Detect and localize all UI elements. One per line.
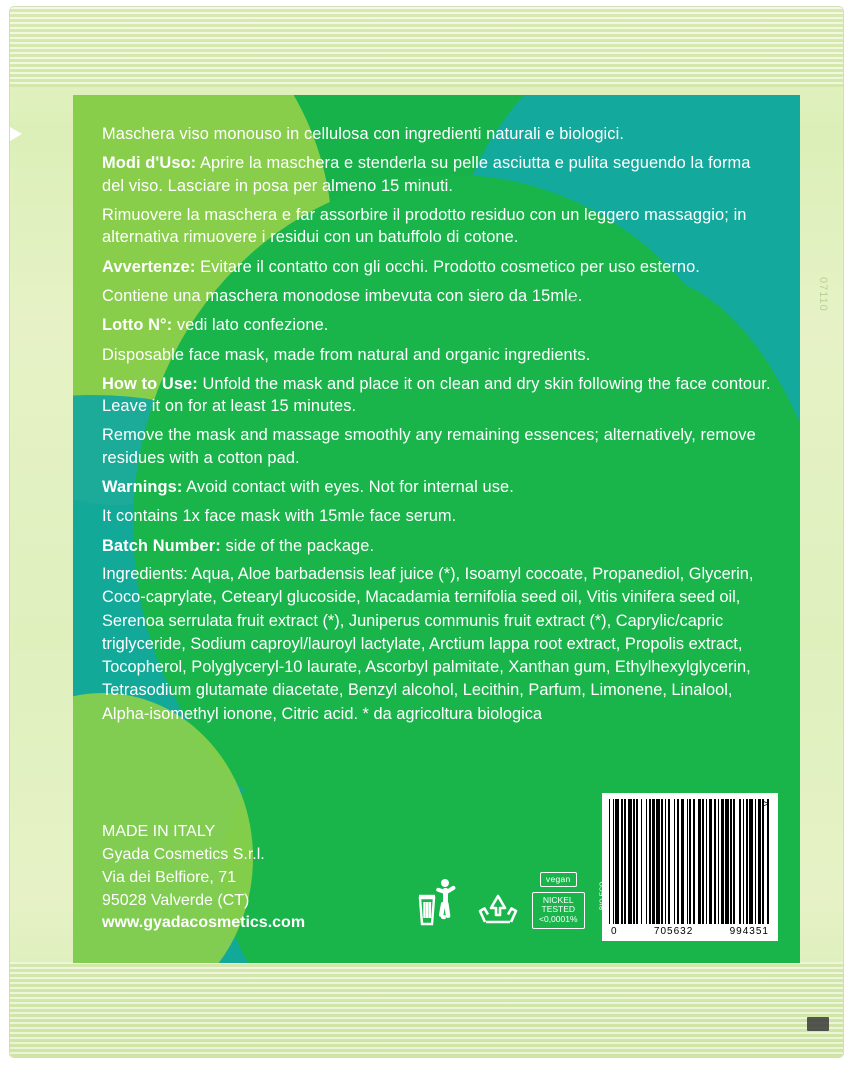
contents-english: It contains 1x face mask with 15ml℮ face serum. xyxy=(102,507,457,526)
company-line: Gyada Cosmetics S.r.l. xyxy=(102,846,265,864)
usage-label-it: Modi d'Uso: xyxy=(102,154,197,173)
nickel-tested-badge xyxy=(532,892,585,929)
warnings-label-it: Avvertenze: xyxy=(102,257,196,276)
nickel-line-1: NICKEL xyxy=(542,894,574,905)
vegan-badge: vegan xyxy=(540,872,577,887)
manufacturer-block xyxy=(102,821,305,935)
label-text-layer xyxy=(73,95,800,963)
barcode-digits-left: 705632 xyxy=(653,926,694,937)
tear-notch xyxy=(10,127,22,141)
usage-text-it: Aprire la maschera e stenderla su pelle asciutta e pulita seguendo la forma del viso. Lasciare in posa per almeno 15 minuti. xyxy=(102,154,751,195)
website-line: www.gyadacosmetics.com xyxy=(102,914,306,932)
crimp-top xyxy=(10,7,843,87)
batch-english xyxy=(102,535,772,557)
street-line: Via dei Belfiore, 71 xyxy=(102,868,237,886)
usage-english xyxy=(102,373,772,418)
batch-label-en: Batch Number: xyxy=(102,536,221,555)
registration-mark xyxy=(807,1017,829,1031)
warnings-italian xyxy=(102,256,772,278)
warnings-english xyxy=(102,476,772,498)
do-not-litter-icon xyxy=(418,877,464,929)
intro-italian: Maschera viso monouso in cellulosa con ingredienti naturali e biologici. xyxy=(102,125,624,143)
batch-label-it: Lotto N°: xyxy=(102,316,173,335)
warnings-label-en: Warnings: xyxy=(102,478,183,497)
batch-text-en: side of the package. xyxy=(225,536,375,555)
barcode-left-digit: 0 xyxy=(611,926,618,937)
usage-italian-2: Rimuovere la maschera e far assorbire il prodotto residuo con un leggero massaggio; in alternativa rimuovere i residui con un batuffolo di cotone. xyxy=(102,205,747,247)
city-line: 95028 Valverde (CT) xyxy=(102,891,250,909)
batch-italian xyxy=(102,314,772,336)
ingredients-text: Aqua, Aloe barbadensis leaf juice (*), Isoamyl cocoate, Propanediol, Glycerin, Coco-caprylate, Cetearyl glucoside, Macadamia ternifolia seed oil, Vitis vinifera seed oil, Serenoa serrulata fruit extract (*), Juniperus communis fruit extract (*), Caprylic/capric triglyceride, Sodium caproyl/lauroyl lactylate, Arctium lappa root extract, Propolis extract, Tocopherol, Polyglyceryl-10 laurate, Ascorbyl palmitate, Xanthan gum, Ethylhexylglycerin, Tetrasodium glutamate diacetate, Benzyl alcohol, Lecithin, Parfum, Limonene, Linalool, Alpha-isomethyl ionone, Citric acid. * da agricoltura biologica xyxy=(102,565,754,723)
printed-label xyxy=(73,95,800,963)
contents-italian: Contiene una maschera monodose imbevuta con siero da 15ml℮. xyxy=(102,286,583,305)
usage-label-en: How to Use: xyxy=(102,374,198,393)
usage-text-en: Unfold the mask and place it on clean and dry skin following the face contour. Leave it on for at least 15 minutes. xyxy=(102,374,771,416)
batch-text-it: vedi lato confezione. xyxy=(176,316,329,335)
crimp-bottom xyxy=(10,962,843,1057)
sachet-package xyxy=(10,7,843,1057)
intro-english: Disposable face mask, made from natural and organic ingredients. xyxy=(102,345,591,364)
nickel-line-2: TESTED xyxy=(541,904,576,915)
warnings-text-it: Evitare il contatto con gli occhi. Prodotto cosmetico per uso esterno. xyxy=(200,257,700,276)
barcode-bars xyxy=(609,799,771,924)
ingredients-block xyxy=(102,563,782,726)
nickel-line-3: <0,0001% xyxy=(539,914,578,925)
warnings-text-en: Avoid contact with eyes. Not for internal use. xyxy=(186,478,514,497)
badge-group-vegan-nickel xyxy=(532,872,585,929)
barcode-digits-right: 994351 xyxy=(729,926,769,937)
edge-print-code: 07110 xyxy=(817,277,829,312)
recycling-icon xyxy=(478,891,518,929)
usage-english-2: Remove the mask and massage smoothly any remaining essences; alternatively, remove residues with a cotton pad. xyxy=(102,426,756,467)
barcode-arrow: > xyxy=(763,799,769,810)
instructions-block xyxy=(102,123,772,564)
barcode-digits xyxy=(609,924,771,937)
barcode xyxy=(602,793,778,941)
usage-italian xyxy=(102,152,772,197)
origin-line: MADE IN ITALY xyxy=(102,823,216,841)
ingredients-label: Ingredients: xyxy=(102,565,188,583)
